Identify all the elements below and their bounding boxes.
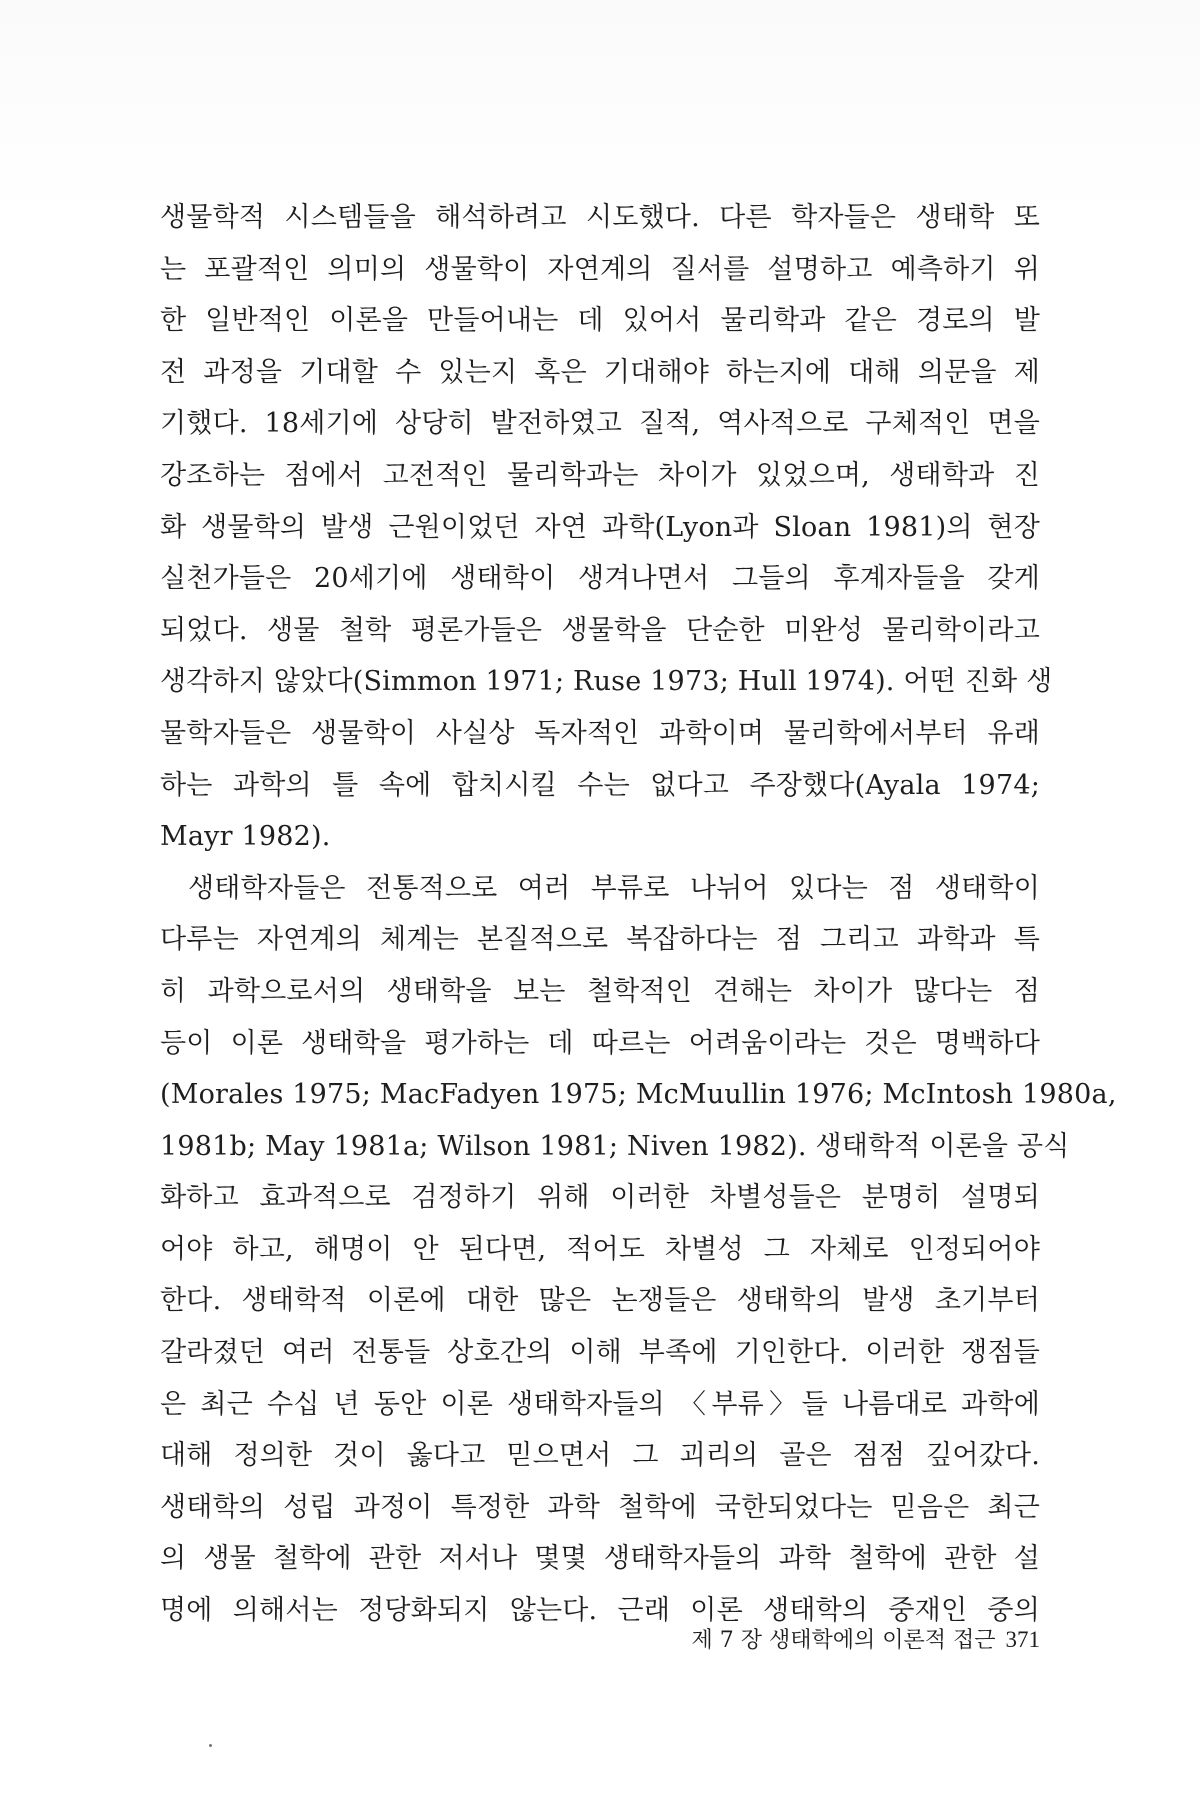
text-line: 실천가들은 20세기에 생태학이 생겨나면서 그들의 후계자들을 갖게 <box>160 563 1040 595</box>
text-line: 등이 이론 생태학을 평가하는 데 따르는 어려움이라는 것은 명백하다 <box>160 1027 1040 1059</box>
chapter-title: 제 7 장 생태학에의 이론적 접근 <box>691 1628 996 1653</box>
text-line: 생태학자들은 전통적으로 여러 부류로 나뉘어 있다는 점 생태학이 <box>188 872 1040 904</box>
text-line: 생물학적 시스템들을 해석하려고 시도했다. 다른 학자들은 생태학 또 <box>160 202 1040 233</box>
text-line: 의 생물 철학에 관한 저서나 몇몇 생태학자들의 과학 철학에 관한 설 <box>160 1543 1040 1575</box>
text-line: 명에 의해서는 정당화되지 않는다. 근래 이론 생태학의 중재인 중의 <box>160 1595 1040 1627</box>
body-text <box>160 192 1117 1637</box>
scan-speck <box>209 1744 212 1747</box>
text-line: (Morales 1975; MacFadyen 1975; McMuullin 1976; McIntosh 1980a, <box>160 1079 1117 1111</box>
text-line: 기했다. 18세기에 상당히 발전하였고 질적, 역사적으로 구체적인 면을 <box>160 408 1040 440</box>
text-line: 하는 과학의 틀 속에 합치시킬 수는 없다고 주장했다(Ayala 1974; <box>160 769 1040 801</box>
text-line: 히 과학으로서의 생태학을 보는 철학적인 견해는 차이가 많다는 점 <box>160 975 1040 1007</box>
text-line: 생태학의 성립 과정이 특정한 과학 철학에 국한되었다는 믿음은 최근 <box>160 1491 1040 1523</box>
text-line: 강조하는 점에서 고전적인 물리학과는 차이가 있었으며, 생태학과 진 <box>160 459 1040 491</box>
text-line: 한다. 생태학적 이론에 대한 많은 논쟁들은 생태학의 발생 초기부터 <box>160 1285 1040 1317</box>
page-number: 371 <box>1005 1627 1040 1652</box>
text-line: 는 포괄적인 의미의 생물학이 자연계의 질서를 설명하고 예측하기 위 <box>160 253 1040 285</box>
paragraph-1 <box>160 192 1053 863</box>
text-line: 어야 하고, 해명이 안 된다면, 적어도 차별성 그 자체로 인정되어야 <box>160 1233 1040 1265</box>
text-line: 화 생물학의 발생 근원이었던 자연 과학(Lyon과 Sloan 1981)의 현장 <box>160 511 1040 543</box>
page-footer <box>640 1623 1040 1654</box>
text-line: 물학자들은 생물학이 사실상 독자적인 과학이며 물리학에서부터 유래 <box>160 717 1040 749</box>
text-line: 전 과정을 기대할 수 있는지 혹은 기대해야 하는지에 대해 의문을 제 <box>160 356 1040 388</box>
text-line: 생각하지 않았다(Simmon 1971; Ruse 1973; Hull 1974). 어떤 진화 생 <box>160 666 1053 698</box>
text-line: 대해 정의한 것이 옳다고 믿으면서 그 괴리의 골은 점점 깊어갔다. <box>160 1440 1040 1472</box>
text-line: 한 일반적인 이론을 만들어내는 데 있어서 물리학과 같은 경로의 발 <box>160 305 1040 337</box>
text-line: 화하고 효과적으로 검정하기 위해 이러한 차별성들은 분명히 설명되 <box>160 1182 1040 1214</box>
text-line: 은 최근 수십 년 동안 이론 생태학자들의 〈부류〉들 나름대로 과학에 <box>160 1388 1040 1420</box>
text-line: 되었다. 생물 철학 평론가들은 생물학을 단순한 미완성 물리학이라고 <box>160 614 1040 646</box>
text-line: 1981b; May 1981a; Wilson 1981; Niven 1982). 생태학적 이론을 공식 <box>160 1130 1070 1162</box>
text-line: Mayr 1982). <box>160 821 331 853</box>
text-line: 갈라졌던 여러 전통들 상호간의 이해 부족에 기인한다. 이러한 쟁점들 <box>160 1337 1040 1369</box>
paragraph-2 <box>160 863 1117 1637</box>
text-line: 다루는 자연계의 체계는 본질적으로 복잡하다는 점 그리고 과학과 특 <box>160 924 1040 956</box>
